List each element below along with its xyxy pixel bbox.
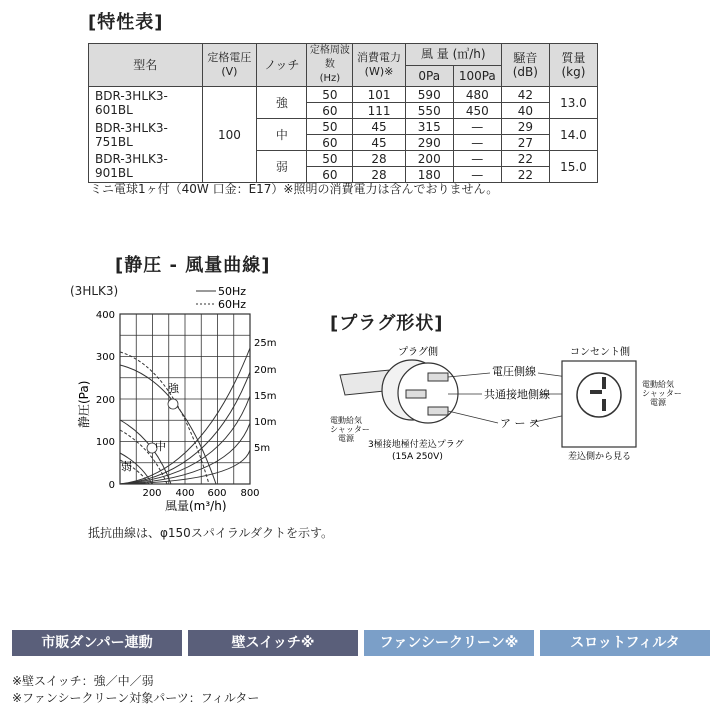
curve-label-weak: 弱	[121, 460, 132, 473]
header-power: 消費電力 (W)※	[353, 44, 405, 87]
header-noise: 騒音 (dB)	[501, 44, 549, 87]
plug-caption-2: (15A 250V)	[392, 452, 443, 462]
left-shutter-label	[330, 415, 370, 443]
mass-cell-3: 15.0	[549, 151, 597, 183]
duct-label: 25m	[254, 338, 277, 349]
freq-cell: 60	[307, 103, 353, 119]
curve-label-strong: 強	[168, 382, 179, 395]
noise-cell: 22	[501, 167, 549, 183]
legend-60hz-label: 60Hz	[218, 298, 247, 311]
airflow-100-cell: —	[453, 167, 501, 183]
airflow-100-cell: 480	[453, 87, 501, 103]
power-cell: 28	[353, 167, 405, 183]
outlet-side-label: コンセント側	[570, 347, 630, 358]
spec-title: [特性表]	[88, 12, 164, 33]
model-cell-2: BDR-3HLK3-751BL	[89, 119, 203, 151]
airflow-100-cell: —	[453, 151, 501, 167]
notch-strong: 強	[257, 87, 307, 119]
airflow-0-cell: 590	[405, 87, 453, 103]
power-cell: 28	[353, 151, 405, 167]
chart-grid	[120, 314, 250, 484]
header-airflow-0pa: 0Pa	[405, 65, 453, 87]
header-freq: 定格周波数 (Hz)	[307, 44, 353, 87]
outlet-slot	[602, 377, 606, 389]
y-tick-labels	[96, 310, 115, 491]
freq-cell: 50	[307, 151, 353, 167]
airflow-0-cell: 550	[405, 103, 453, 119]
y-tick-label: 400	[95, 310, 115, 321]
y-axis-label: 静圧(Pa)	[77, 380, 91, 428]
button-damper-link[interactable]: 市販ダンパー連動	[12, 630, 182, 656]
spec-table	[88, 43, 598, 183]
plug-prong	[428, 407, 448, 415]
noise-cell: 22	[501, 151, 549, 167]
svg-text:シャッター: シャッター	[642, 389, 682, 398]
curve-note: 抵抗曲線は、φ150スパイラルダクトを示す。	[88, 526, 334, 540]
outlet-slot	[590, 390, 602, 394]
airflow-0-cell: 180	[405, 167, 453, 183]
button-slot-filter[interactable]: スロットフィルタ	[540, 630, 710, 656]
airflow-0-cell: 315	[405, 119, 453, 135]
airflow-100-cell: 450	[453, 103, 501, 119]
curve-marker	[168, 399, 178, 409]
right-shutter-label	[642, 379, 682, 407]
curve-chart	[60, 280, 310, 530]
svg-text:シャッター: シャッター	[330, 425, 370, 434]
voltage-line-label: 電圧側線	[492, 365, 536, 378]
svg-text:電源: 電源	[650, 398, 666, 407]
freq-cell: 50	[307, 87, 353, 103]
freq-cell: 60	[307, 135, 353, 151]
x-tick-label: 600	[207, 488, 227, 499]
mass-cell-2: 14.0	[549, 119, 597, 151]
airflow-0-cell: 290	[405, 135, 453, 151]
noise-cell: 27	[501, 135, 549, 151]
plug-title: [プラグ形状]	[330, 313, 444, 334]
header-voltage: 定格電圧 (V)	[202, 44, 257, 87]
model-cell-1: BDR-3HLK3-601BL	[89, 87, 203, 119]
outlet-slot	[602, 399, 606, 411]
plug-prong	[428, 373, 448, 381]
legend-50hz-label: 50Hz	[218, 285, 247, 298]
svg-text:電動給気: 電動給気	[330, 416, 362, 425]
x-tick-label: 800	[240, 488, 260, 499]
curve-title: [静圧 - 風量曲線]	[115, 255, 271, 276]
power-cell: 45	[353, 119, 405, 135]
x-tick-labels	[142, 488, 259, 499]
duct-label: 10m	[254, 417, 277, 428]
x-tick-label: 200	[142, 488, 162, 499]
footnote-wall-switch: ※壁スイッチ：強／中／弱	[12, 674, 154, 688]
header-airflow: 風 量 (㎥/h)	[405, 44, 501, 66]
outlet-caption: 差込側から見る	[568, 452, 632, 462]
outlet-socket	[577, 373, 621, 417]
freq-cell: 60	[307, 167, 353, 183]
button-wall-switch[interactable]: 壁スイッチ※	[188, 630, 358, 656]
freq-cell: 50	[307, 119, 353, 135]
notch-medium: 中	[257, 119, 307, 151]
noise-cell: 40	[501, 103, 549, 119]
y-tick-label: 100	[95, 437, 115, 448]
svg-text:電源: 電源	[338, 434, 354, 443]
plug-prong	[406, 390, 426, 398]
noise-cell: 42	[501, 87, 549, 103]
mass-cell-1: 13.0	[549, 87, 597, 119]
model-label: (3HLK3)	[70, 284, 119, 298]
power-cell: 101	[353, 87, 405, 103]
footnote-fancy-clean: ※ファンシークリーン対象パーツ：フィルター	[12, 691, 260, 705]
noise-cell: 29	[501, 119, 549, 135]
y-tick-label: 300	[95, 352, 115, 363]
duct-length-labels	[254, 338, 276, 454]
voltage-cell: 100	[202, 87, 257, 183]
y-tick-label: 0	[108, 480, 115, 491]
duct-label: 5m	[254, 443, 271, 454]
plug-diagram	[320, 335, 720, 475]
power-cell: 111	[353, 103, 405, 119]
x-axis-label: 風量(m³/h)	[165, 499, 227, 513]
common-ground-label: 共通接地側線	[484, 388, 550, 401]
x-tick-label: 400	[175, 488, 195, 499]
power-cell: 45	[353, 135, 405, 151]
earth-label: ア ー ス	[500, 417, 540, 430]
button-fancy-clean[interactable]: ファンシークリーン※	[364, 630, 534, 656]
header-model: 型名	[89, 44, 203, 87]
spec-note: ミニ電球1ヶ付（40W 口金：E17）※照明の消費電力は含んでおりません。	[90, 182, 499, 196]
curve-label-medium: 中	[155, 440, 166, 453]
airflow-100-cell: —	[453, 135, 501, 151]
header-airflow-100pa: 100Pa	[453, 65, 501, 87]
model-cell-3: BDR-3HLK3-901BL	[89, 151, 203, 183]
airflow-0-cell: 200	[405, 151, 453, 167]
airflow-100-cell: —	[453, 119, 501, 135]
notch-weak: 弱	[257, 151, 307, 183]
plug-caption-1: 3極接地極付差込プラグ	[368, 440, 464, 450]
fan-curves-60hz	[120, 352, 209, 484]
svg-text:電動給気: 電動給気	[642, 380, 674, 389]
plug-side-label: プラグ側	[398, 347, 438, 358]
duct-label: 20m	[254, 365, 277, 376]
header-notch: ノッチ	[257, 44, 307, 87]
duct-label: 15m	[254, 391, 277, 402]
header-mass: 質量 (kg)	[549, 44, 597, 87]
y-tick-label: 200	[95, 395, 115, 406]
